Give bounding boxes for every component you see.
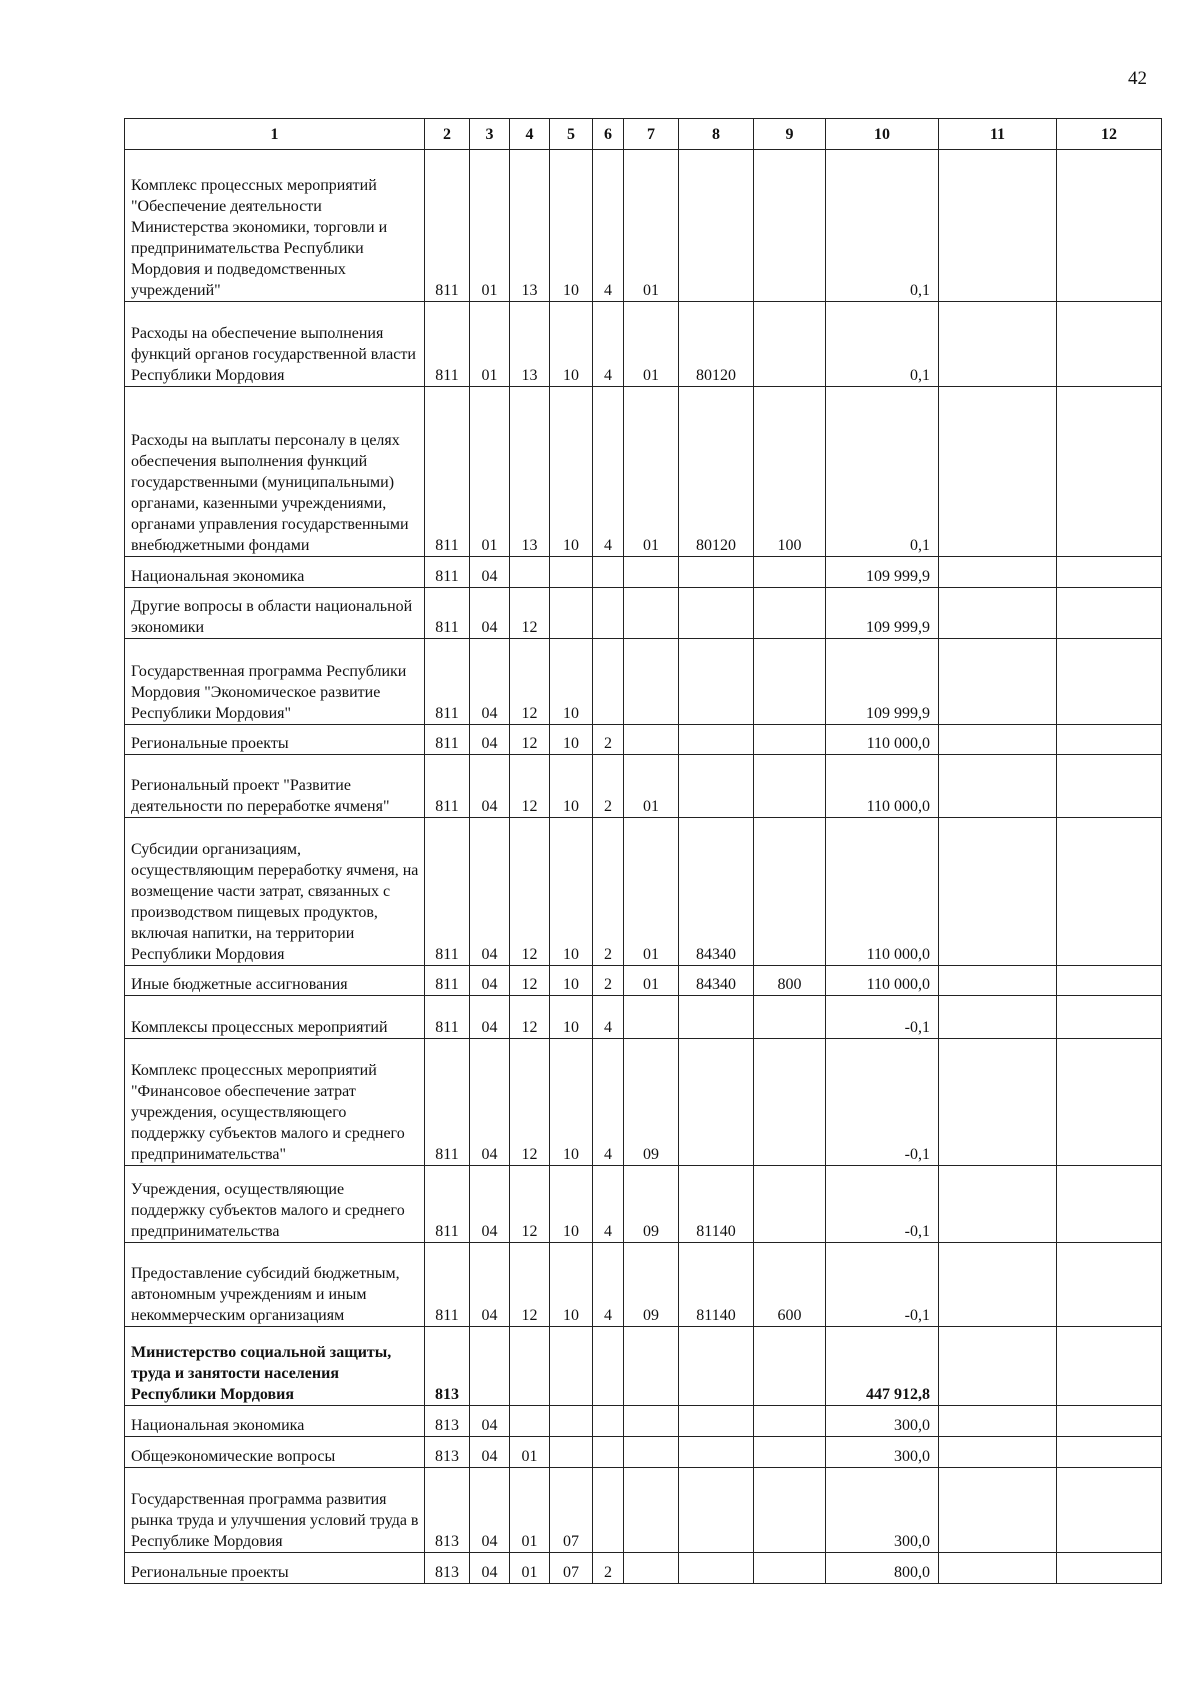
table-row [125, 1039, 1162, 1166]
amount-cell: 447 912,8 [826, 1327, 939, 1406]
code-cell-8: 81140 [679, 1166, 754, 1243]
code-cell-5: 10 [550, 755, 593, 818]
code-cell-11 [939, 150, 1057, 302]
code-cell-9 [754, 755, 826, 818]
code-cell-5: 10 [550, 387, 593, 557]
code-cell-2: 811 [425, 1039, 470, 1166]
amount-cell: -0,1 [826, 996, 939, 1039]
code-cell-11 [939, 818, 1057, 966]
code-cell-4 [510, 1406, 550, 1437]
table-row [125, 755, 1162, 818]
table-row [125, 639, 1162, 725]
code-cell-5: 10 [550, 818, 593, 966]
code-cell-4: 13 [510, 150, 550, 302]
row-name-cell: Расходы на выплаты персоналу в целях обеспечения выполнения функций государственными (муниципальными) органами, казенными учреждениями, органами управления государственными внебюджетными фондами [125, 387, 425, 557]
code-cell-3: 04 [470, 1468, 510, 1553]
code-cell-2: 811 [425, 755, 470, 818]
code-cell-2: 811 [425, 302, 470, 387]
row-name-cell: Иные бюджетные ассигнования [125, 966, 425, 996]
table-row [125, 1553, 1162, 1584]
row-name-cell: Общеэкономические вопросы [125, 1437, 425, 1468]
code-cell-9 [754, 557, 826, 588]
code-cell-11 [939, 1406, 1057, 1437]
code-cell-12 [1057, 1039, 1162, 1166]
code-cell-9 [754, 588, 826, 639]
code-cell-4: 12 [510, 1166, 550, 1243]
code-cell-5 [550, 588, 593, 639]
amount-cell: 0,1 [826, 302, 939, 387]
code-cell-8 [679, 557, 754, 588]
code-cell-2: 811 [425, 588, 470, 639]
table-row [125, 966, 1162, 996]
code-cell-12 [1057, 818, 1162, 966]
code-cell-8 [679, 639, 754, 725]
code-cell-8 [679, 996, 754, 1039]
code-cell-11 [939, 1166, 1057, 1243]
code-cell-12 [1057, 557, 1162, 588]
code-cell-7 [624, 996, 679, 1039]
code-cell-5: 10 [550, 1039, 593, 1166]
table-row [125, 302, 1162, 387]
code-cell-8 [679, 755, 754, 818]
code-cell-7: 01 [624, 387, 679, 557]
code-cell-9 [754, 302, 826, 387]
amount-cell: -0,1 [826, 1039, 939, 1166]
code-cell-9 [754, 150, 826, 302]
code-cell-5: 07 [550, 1553, 593, 1584]
code-cell-4: 01 [510, 1553, 550, 1584]
column-header: 12 [1057, 119, 1162, 150]
code-cell-3: 04 [470, 588, 510, 639]
column-header: 4 [510, 119, 550, 150]
amount-cell: 110 000,0 [826, 818, 939, 966]
code-cell-6 [593, 1327, 624, 1406]
code-cell-11 [939, 996, 1057, 1039]
code-cell-12 [1057, 1437, 1162, 1468]
code-cell-6: 4 [593, 150, 624, 302]
code-cell-4: 12 [510, 966, 550, 996]
code-cell-5: 10 [550, 639, 593, 725]
code-cell-4 [510, 1327, 550, 1406]
code-cell-5: 10 [550, 150, 593, 302]
amount-cell: 109 999,9 [826, 557, 939, 588]
amount-cell: -0,1 [826, 1166, 939, 1243]
code-cell-12 [1057, 1243, 1162, 1327]
code-cell-12 [1057, 302, 1162, 387]
code-cell-9 [754, 1553, 826, 1584]
code-cell-6: 4 [593, 1039, 624, 1166]
code-cell-8 [679, 1039, 754, 1166]
code-cell-12 [1057, 1327, 1162, 1406]
row-name-cell: Государственная программа развития рынка труда и улучшения условий труда в Республике Мордовия [125, 1468, 425, 1553]
code-cell-5 [550, 1437, 593, 1468]
code-cell-12 [1057, 639, 1162, 725]
amount-cell: 0,1 [826, 150, 939, 302]
code-cell-7 [624, 1406, 679, 1437]
code-cell-3: 01 [470, 150, 510, 302]
code-cell-7 [624, 725, 679, 755]
code-cell-9 [754, 639, 826, 725]
code-cell-7: 01 [624, 755, 679, 818]
code-cell-6: 2 [593, 966, 624, 996]
row-name-cell: Государственная программа Республики Мордовия "Экономическое развитие Республики Мордовия" [125, 639, 425, 725]
code-cell-4: 13 [510, 302, 550, 387]
code-cell-12 [1057, 1406, 1162, 1437]
code-cell-4: 12 [510, 755, 550, 818]
code-cell-3: 04 [470, 996, 510, 1039]
code-cell-6: 2 [593, 725, 624, 755]
code-cell-7 [624, 1327, 679, 1406]
code-cell-5 [550, 1406, 593, 1437]
row-name-cell: Национальная экономика [125, 557, 425, 588]
code-cell-9 [754, 1327, 826, 1406]
row-name-cell: Расходы на обеспечение выполнения функций органов государственной власти Республики Мордовия [125, 302, 425, 387]
code-cell-6 [593, 557, 624, 588]
code-cell-11 [939, 966, 1057, 996]
code-cell-9: 800 [754, 966, 826, 996]
code-cell-12 [1057, 1553, 1162, 1584]
code-cell-7 [624, 1437, 679, 1468]
column-header: 9 [754, 119, 826, 150]
column-header: 3 [470, 119, 510, 150]
amount-cell: 110 000,0 [826, 725, 939, 755]
code-cell-5: 10 [550, 302, 593, 387]
table-row [125, 557, 1162, 588]
code-cell-9 [754, 1468, 826, 1553]
code-cell-6: 4 [593, 1166, 624, 1243]
code-cell-9 [754, 818, 826, 966]
code-cell-2: 811 [425, 557, 470, 588]
code-cell-7 [624, 639, 679, 725]
code-cell-3: 04 [470, 639, 510, 725]
row-name-cell: Министерство социальной защиты, труда и занятости населения Республики Мордовия [125, 1327, 425, 1406]
code-cell-12 [1057, 150, 1162, 302]
table-row [125, 1406, 1162, 1437]
code-cell-2: 811 [425, 639, 470, 725]
code-cell-9: 600 [754, 1243, 826, 1327]
code-cell-6 [593, 1406, 624, 1437]
row-name-cell: Другие вопросы в области национальной экономики [125, 588, 425, 639]
code-cell-11 [939, 1437, 1057, 1468]
code-cell-6: 2 [593, 1553, 624, 1584]
code-cell-4: 13 [510, 387, 550, 557]
code-cell-7: 09 [624, 1039, 679, 1166]
code-cell-9 [754, 725, 826, 755]
code-cell-11 [939, 1468, 1057, 1553]
code-cell-5: 10 [550, 996, 593, 1039]
code-cell-3: 04 [470, 966, 510, 996]
code-cell-11 [939, 1039, 1057, 1166]
code-cell-2: 811 [425, 150, 470, 302]
code-cell-4: 12 [510, 996, 550, 1039]
row-name-cell: Предоставление субсидий бюджетным, автономным учреждениям и иным некоммерческим организациям [125, 1243, 425, 1327]
row-name-cell: Субсидии организациям, осуществляющим переработку ячменя, на возмещение части затрат, связанных с производством пищевых продуктов, включая напитки, на территории Республики Мордовия [125, 818, 425, 966]
column-header: 2 [425, 119, 470, 150]
code-cell-6: 4 [593, 1243, 624, 1327]
code-cell-2: 811 [425, 1166, 470, 1243]
code-cell-2: 811 [425, 996, 470, 1039]
code-cell-6: 4 [593, 302, 624, 387]
amount-cell: 300,0 [826, 1406, 939, 1437]
code-cell-4: 01 [510, 1468, 550, 1553]
amount-cell: 109 999,9 [826, 588, 939, 639]
code-cell-11 [939, 639, 1057, 725]
column-header: 5 [550, 119, 593, 150]
code-cell-6 [593, 588, 624, 639]
column-header: 11 [939, 119, 1057, 150]
row-name-cell: Учреждения, осуществляющие поддержку субъектов малого и среднего предпринимательства [125, 1166, 425, 1243]
code-cell-3: 01 [470, 387, 510, 557]
table-row [125, 1243, 1162, 1327]
code-cell-9 [754, 1166, 826, 1243]
code-cell-7: 01 [624, 818, 679, 966]
table-row [125, 996, 1162, 1039]
code-cell-11 [939, 387, 1057, 557]
budget-table [124, 118, 1162, 1584]
amount-cell: 0,1 [826, 387, 939, 557]
table-body [125, 150, 1162, 1584]
code-cell-4: 12 [510, 818, 550, 966]
code-cell-6: 2 [593, 818, 624, 966]
code-cell-5: 10 [550, 1166, 593, 1243]
code-cell-11 [939, 588, 1057, 639]
code-cell-2: 811 [425, 966, 470, 996]
code-cell-3: 04 [470, 1437, 510, 1468]
code-cell-9 [754, 1039, 826, 1166]
row-name-cell: Комплекс процессных мероприятий "Финансовое обеспечение затрат учреждения, осуществляющего поддержку субъектов малого и среднего предпринимательства" [125, 1039, 425, 1166]
code-cell-9 [754, 1406, 826, 1437]
code-cell-8 [679, 1437, 754, 1468]
code-cell-12 [1057, 725, 1162, 755]
code-cell-8: 81140 [679, 1243, 754, 1327]
code-cell-3: 04 [470, 725, 510, 755]
code-cell-8 [679, 725, 754, 755]
table-row [125, 818, 1162, 966]
code-cell-7: 09 [624, 1243, 679, 1327]
code-cell-2: 813 [425, 1406, 470, 1437]
code-cell-7: 01 [624, 966, 679, 996]
code-cell-8 [679, 1553, 754, 1584]
row-name-cell: Комплекс процессных мероприятий "Обеспечение деятельности Министерства экономики, торговли и предпринимательства Республики Мордовия и подведомственных учреждений" [125, 150, 425, 302]
code-cell-11 [939, 557, 1057, 588]
code-cell-7: 09 [624, 1166, 679, 1243]
code-cell-3: 04 [470, 1166, 510, 1243]
code-cell-3: 04 [470, 818, 510, 966]
code-cell-11 [939, 1327, 1057, 1406]
amount-cell: 300,0 [826, 1437, 939, 1468]
code-cell-6: 4 [593, 996, 624, 1039]
code-cell-12 [1057, 1166, 1162, 1243]
code-cell-11 [939, 725, 1057, 755]
row-name-cell: Региональные проекты [125, 725, 425, 755]
code-cell-11 [939, 1243, 1057, 1327]
code-cell-12 [1057, 387, 1162, 557]
code-cell-4: 12 [510, 588, 550, 639]
page-number: 42 [1128, 68, 1147, 89]
table-row [125, 1166, 1162, 1243]
amount-cell: 109 999,9 [826, 639, 939, 725]
table-row [125, 387, 1162, 557]
code-cell-7 [624, 1553, 679, 1584]
code-cell-8 [679, 1468, 754, 1553]
amount-cell: 110 000,0 [826, 755, 939, 818]
code-cell-9 [754, 996, 826, 1039]
code-cell-5: 10 [550, 966, 593, 996]
code-cell-6: 2 [593, 755, 624, 818]
code-cell-7: 01 [624, 302, 679, 387]
table-row [125, 1468, 1162, 1553]
code-cell-2: 811 [425, 818, 470, 966]
code-cell-4: 12 [510, 1243, 550, 1327]
code-cell-9 [754, 1437, 826, 1468]
column-header: 1 [125, 119, 425, 150]
code-cell-2: 813 [425, 1437, 470, 1468]
row-name-cell: Комплексы процессных мероприятий [125, 996, 425, 1039]
code-cell-11 [939, 302, 1057, 387]
code-cell-2: 811 [425, 387, 470, 557]
code-cell-3: 04 [470, 1406, 510, 1437]
header-row [125, 119, 1162, 150]
code-cell-5 [550, 1327, 593, 1406]
code-cell-4 [510, 557, 550, 588]
code-cell-7: 01 [624, 150, 679, 302]
code-cell-6 [593, 1437, 624, 1468]
code-cell-9: 100 [754, 387, 826, 557]
code-cell-5: 07 [550, 1468, 593, 1553]
code-cell-3: 04 [470, 1039, 510, 1166]
code-cell-7 [624, 1468, 679, 1553]
code-cell-3 [470, 1327, 510, 1406]
table-row [125, 150, 1162, 302]
code-cell-5: 10 [550, 725, 593, 755]
code-cell-3: 04 [470, 1553, 510, 1584]
column-header: 6 [593, 119, 624, 150]
code-cell-5 [550, 557, 593, 588]
code-cell-12 [1057, 996, 1162, 1039]
code-cell-2: 811 [425, 725, 470, 755]
amount-cell: 300,0 [826, 1468, 939, 1553]
code-cell-4: 12 [510, 725, 550, 755]
code-cell-2: 813 [425, 1553, 470, 1584]
column-header: 7 [624, 119, 679, 150]
amount-cell: 800,0 [826, 1553, 939, 1584]
code-cell-11 [939, 1553, 1057, 1584]
code-cell-2: 813 [425, 1468, 470, 1553]
code-cell-6 [593, 639, 624, 725]
code-cell-7 [624, 588, 679, 639]
code-cell-4: 12 [510, 639, 550, 725]
code-cell-6: 4 [593, 387, 624, 557]
table-row [125, 588, 1162, 639]
code-cell-3: 01 [470, 302, 510, 387]
code-cell-11 [939, 755, 1057, 818]
code-cell-4: 12 [510, 1039, 550, 1166]
code-cell-6 [593, 1468, 624, 1553]
code-cell-7 [624, 557, 679, 588]
amount-cell: -0,1 [826, 1243, 939, 1327]
code-cell-12 [1057, 966, 1162, 996]
code-cell-8: 80120 [679, 387, 754, 557]
code-cell-8: 84340 [679, 966, 754, 996]
code-cell-8 [679, 588, 754, 639]
row-name-cell: Региональные проекты [125, 1553, 425, 1584]
code-cell-3: 04 [470, 557, 510, 588]
code-cell-12 [1057, 1468, 1162, 1553]
table-row [125, 725, 1162, 755]
column-header: 10 [826, 119, 939, 150]
code-cell-2: 813 [425, 1327, 470, 1406]
code-cell-12 [1057, 755, 1162, 818]
table-row [125, 1437, 1162, 1468]
code-cell-12 [1057, 588, 1162, 639]
code-cell-3: 04 [470, 1243, 510, 1327]
column-header: 8 [679, 119, 754, 150]
code-cell-8 [679, 1406, 754, 1437]
code-cell-8: 84340 [679, 818, 754, 966]
amount-cell: 110 000,0 [826, 966, 939, 996]
code-cell-4: 01 [510, 1437, 550, 1468]
code-cell-5: 10 [550, 1243, 593, 1327]
code-cell-8: 80120 [679, 302, 754, 387]
table-row [125, 1327, 1162, 1406]
row-name-cell: Региональный проект "Развитие деятельности по переработке ячменя" [125, 755, 425, 818]
row-name-cell: Национальная экономика [125, 1406, 425, 1437]
code-cell-8 [679, 150, 754, 302]
code-cell-2: 811 [425, 1243, 470, 1327]
code-cell-3: 04 [470, 755, 510, 818]
code-cell-8 [679, 1327, 754, 1406]
